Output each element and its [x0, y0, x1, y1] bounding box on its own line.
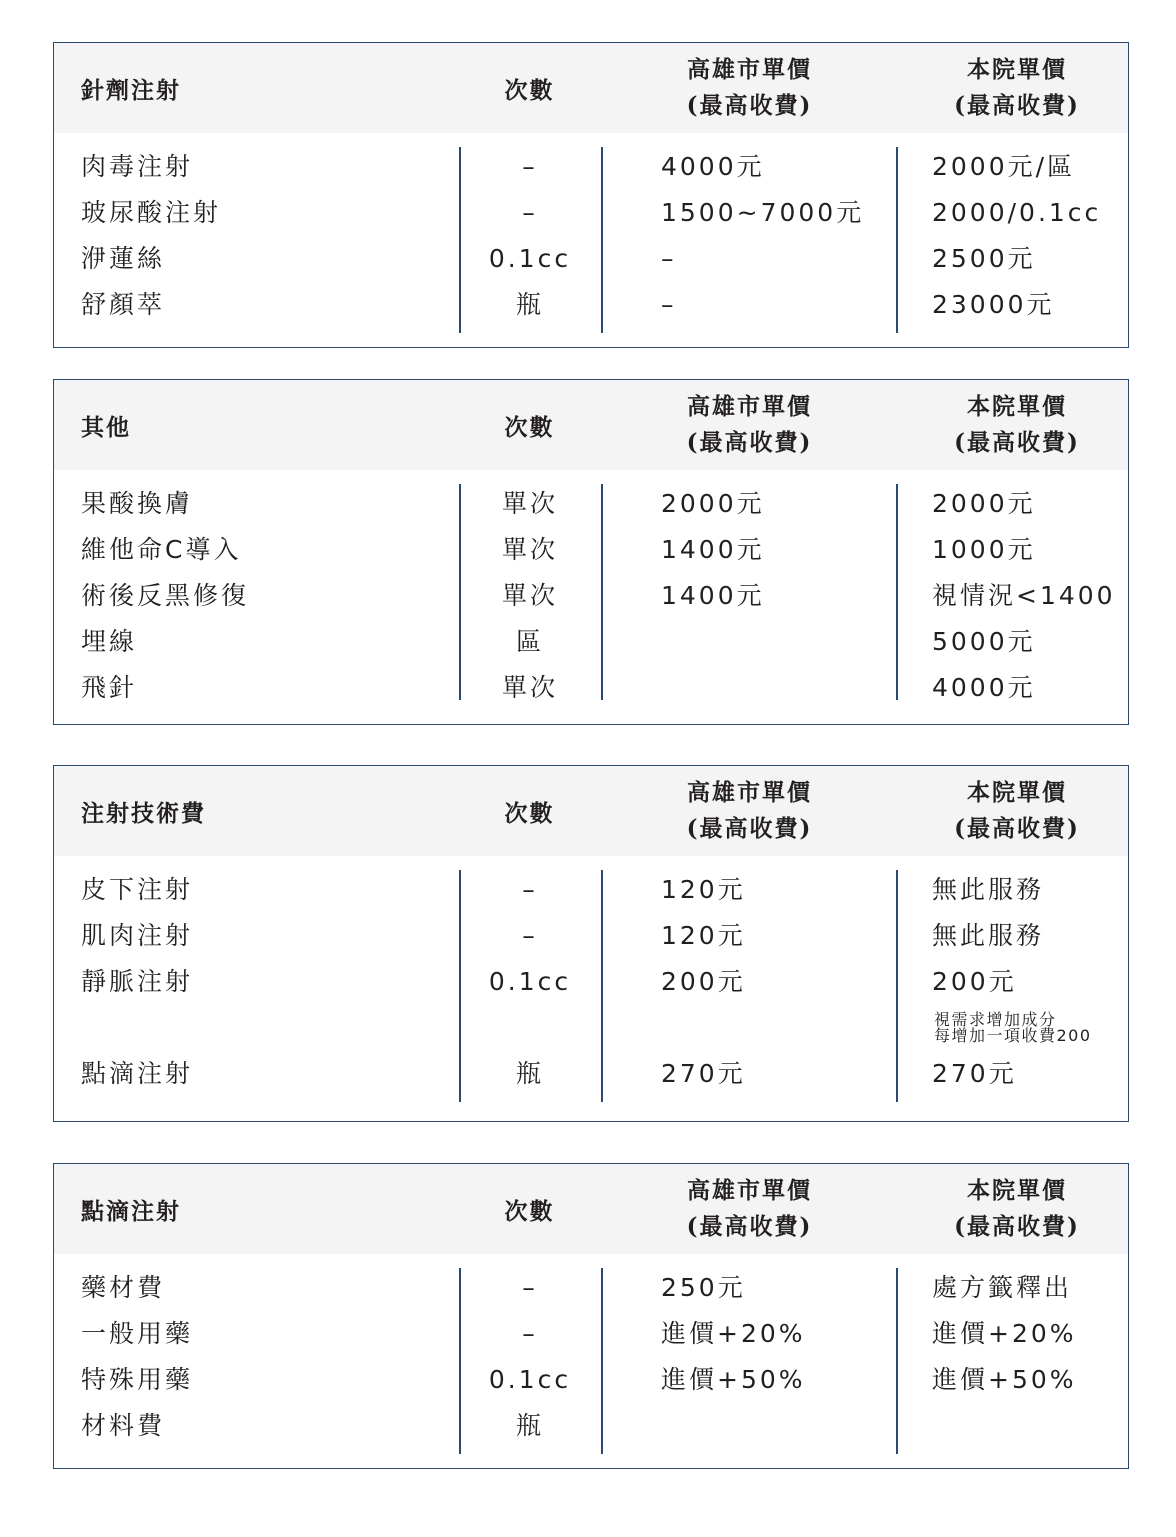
city-price: 4000元: [661, 152, 765, 181]
table-row: [54, 530, 1128, 576]
city-price-header-line2: (最高收費): [686, 429, 813, 456]
clinic-price: 5000元: [932, 627, 1036, 656]
clinic-price-header: [897, 380, 1137, 470]
item-count: 瓶: [515, 290, 544, 319]
table-header: [54, 1164, 1128, 1254]
table-row: [54, 1054, 1128, 1100]
count-header: 次數: [504, 413, 555, 441]
item-name: 術後反黑修復: [81, 581, 250, 610]
item-count: –: [522, 875, 538, 904]
clinic-price: 23000元: [932, 290, 1055, 319]
clinic-price: 2000元/區: [932, 152, 1076, 181]
city-price-header-line1: 高雄市單價: [687, 779, 812, 806]
table-title: 注射技術費: [81, 799, 206, 827]
city-price-header-line2: (最高收費): [686, 815, 813, 842]
city-price-header-line2: (最高收費): [686, 1213, 813, 1240]
item-name: 玻尿酸注射: [81, 198, 222, 227]
clinic-price-note: [934, 1012, 1092, 1044]
table-row: [54, 484, 1128, 530]
item-count: 0.1cc: [488, 1365, 572, 1394]
item-name: 點滴注射: [81, 1059, 194, 1088]
city-price-header: [602, 1164, 897, 1254]
clinic-price-header-line1: 本院單價: [967, 779, 1067, 806]
table-title: 點滴注射: [81, 1197, 181, 1225]
clinic-price: 2000/0.1cc: [932, 198, 1102, 227]
item-name: 果酸換膚: [81, 489, 194, 518]
city-price-header: [602, 43, 897, 133]
table-header: [54, 380, 1128, 470]
table-row: [54, 1314, 1128, 1360]
item-name: 皮下注射: [81, 875, 194, 904]
item-name: 埋線: [81, 627, 138, 656]
item-count: 單次: [501, 489, 558, 518]
price-table-injection-tech-fee: [53, 765, 1129, 1122]
table-header: [54, 766, 1128, 856]
clinic-price: 200元: [932, 967, 1017, 996]
city-price-header-line1: 高雄市單價: [687, 1177, 812, 1204]
item-count: 0.1cc: [488, 967, 572, 996]
city-price-header-line2: (最高收費): [686, 92, 813, 119]
table-row: [54, 193, 1128, 239]
item-count: 瓶: [515, 1059, 544, 1088]
clinic-price: 2500元: [932, 244, 1036, 273]
item-count: –: [522, 921, 538, 950]
clinic-price: 1000元: [932, 535, 1036, 564]
table-title: 針劑注射: [81, 76, 181, 104]
table-row: [54, 1268, 1128, 1314]
item-name: 肉毒注射: [81, 152, 194, 181]
clinic-price: 視情況<1400: [932, 581, 1116, 610]
clinic-price-header-line2: (最高收費): [954, 1213, 1080, 1240]
city-price-header-line1: 高雄市單價: [687, 56, 812, 83]
city-price: 250元: [661, 1273, 746, 1302]
item-count: –: [522, 152, 538, 181]
city-price: –: [661, 244, 677, 273]
clinic-price: 處方籤釋出: [932, 1273, 1073, 1302]
clinic-price-header-line2: (最高收費): [954, 815, 1080, 842]
city-price: 1400元: [661, 581, 765, 610]
item-count: –: [522, 1319, 538, 1348]
item-name: 維他命C導入: [81, 535, 242, 564]
clinic-price-header: [897, 1164, 1137, 1254]
city-price: 進價+50%: [661, 1365, 806, 1394]
price-table-other: [53, 379, 1129, 725]
clinic-price-header: [897, 766, 1137, 856]
city-price-header: [602, 766, 897, 856]
city-price: 270元: [661, 1059, 746, 1088]
clinic-price-header-line1: 本院單價: [967, 1177, 1067, 1204]
clinic-price: 270元: [932, 1059, 1017, 1088]
count-header: 次數: [504, 799, 555, 827]
note-line2: 每增加一項收費200: [934, 1026, 1092, 1045]
clinic-price: 進價+50%: [932, 1365, 1077, 1394]
table-row: [54, 622, 1128, 668]
item-name: 特殊用藥: [81, 1365, 194, 1394]
table-title: 其他: [81, 413, 131, 441]
city-price: 2000元: [661, 489, 765, 518]
table-row: [54, 1406, 1128, 1452]
item-count: 瓶: [515, 1411, 544, 1440]
table-row: [54, 916, 1128, 962]
item-name: 靜脈注射: [81, 967, 194, 996]
table-row: [54, 576, 1128, 622]
table-row: [54, 668, 1128, 714]
city-price-header: [602, 380, 897, 470]
price-table-injection: [53, 42, 1129, 348]
item-count: –: [522, 1273, 538, 1302]
clinic-price: 4000元: [932, 673, 1036, 702]
clinic-price: 2000元: [932, 489, 1036, 518]
table-row: [54, 870, 1128, 916]
count-header: 次數: [504, 76, 555, 104]
city-price: 120元: [661, 875, 746, 904]
note-line1: 視需求增加成分: [934, 1010, 1057, 1029]
table-row: [54, 962, 1128, 1008]
item-name: 舒顏萃: [81, 290, 166, 319]
clinic-price-header-line2: (最高收費): [954, 429, 1080, 456]
item-count: 單次: [501, 581, 558, 610]
table-row: [54, 285, 1128, 331]
city-price-header-line1: 高雄市單價: [687, 393, 812, 420]
clinic-price: 無此服務: [932, 921, 1045, 950]
clinic-price-header-line1: 本院單價: [967, 393, 1067, 420]
clinic-price-header-line1: 本院單價: [967, 56, 1067, 83]
item-count: 0.1cc: [488, 244, 572, 273]
item-name: 藥材費: [81, 1273, 166, 1302]
price-table-drip-injection: [53, 1163, 1129, 1469]
clinic-price: 無此服務: [932, 875, 1045, 904]
clinic-price-header: [897, 43, 1137, 133]
count-header: 次數: [504, 1197, 555, 1225]
item-count: –: [522, 198, 538, 227]
clinic-price-header-line2: (最高收費): [954, 92, 1080, 119]
item-name: 洢蓮絲: [81, 244, 166, 273]
item-name: 肌肉注射: [81, 921, 194, 950]
item-name: 飛針: [81, 673, 138, 702]
table-row: [54, 147, 1128, 193]
city-price: 進價+20%: [661, 1319, 806, 1348]
table-row: [54, 239, 1128, 285]
city-price: –: [661, 290, 677, 319]
item-name: 材料費: [81, 1411, 166, 1440]
item-count: 單次: [501, 673, 558, 702]
table-header: [54, 43, 1128, 133]
clinic-price: 進價+20%: [932, 1319, 1077, 1348]
city-price: 200元: [661, 967, 746, 996]
city-price: 1400元: [661, 535, 765, 564]
table-row: [54, 1360, 1128, 1406]
city-price: 1500~7000元: [661, 198, 865, 227]
city-price: 120元: [661, 921, 746, 950]
item-count: 區: [515, 627, 544, 656]
item-count: 單次: [501, 535, 558, 564]
item-name: 一般用藥: [81, 1319, 194, 1348]
